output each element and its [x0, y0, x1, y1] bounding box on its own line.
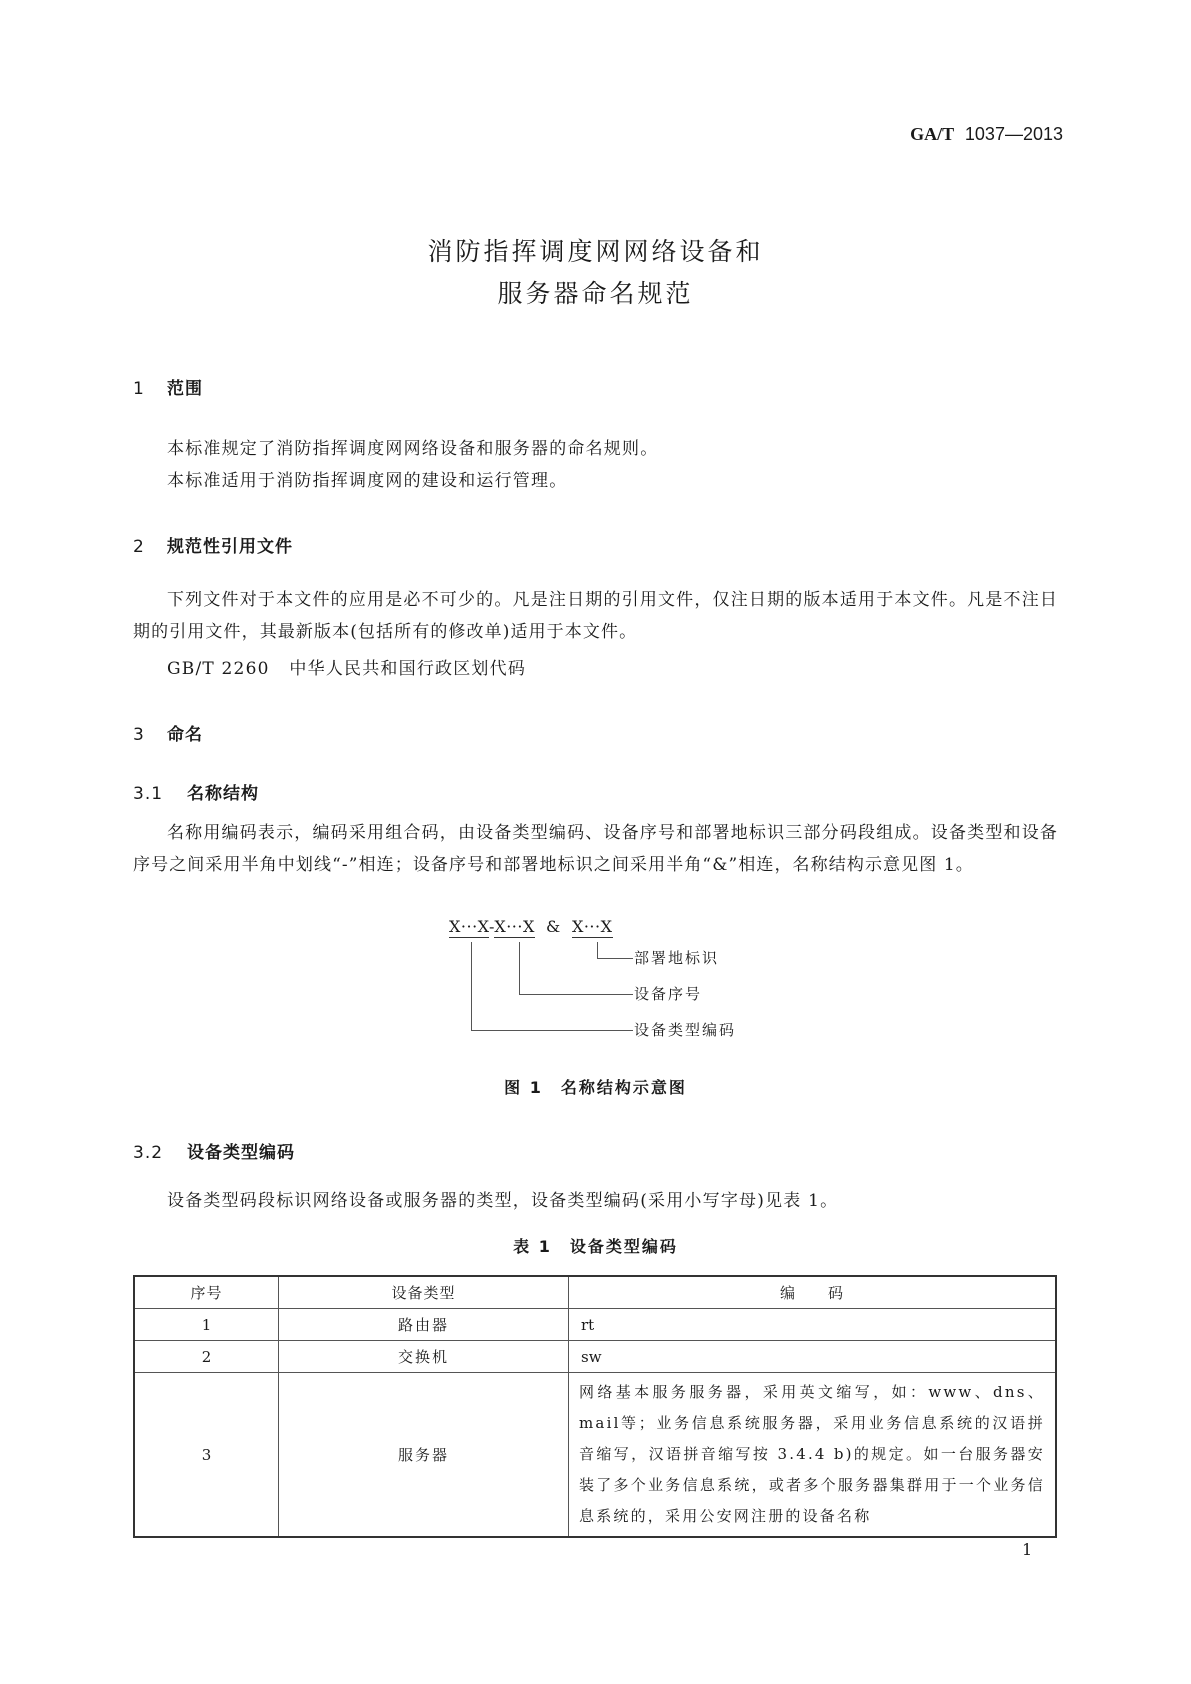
- header-no: 序号: [134, 1276, 279, 1309]
- section-1-paragraph-1: 本标准规定了消防指挥调度网网络设备和服务器的命名规则。: [167, 439, 659, 459]
- standard-number: 1037—2013: [964, 124, 1063, 144]
- section-title: 规范性引用文件: [167, 537, 293, 557]
- section-3-1-heading: [133, 779, 259, 804]
- figure-1-caption: 图 1 名称结构示意图: [504, 1078, 687, 1097]
- dash-separator: -: [488, 917, 495, 936]
- section-number: 3: [133, 725, 145, 745]
- segment-location: X···X: [571, 917, 613, 936]
- table-row: [134, 1341, 1056, 1373]
- connector-line: [519, 942, 520, 995]
- connector-line: [597, 958, 633, 959]
- cell-no: 3: [134, 1373, 279, 1538]
- header-code: 编 码: [569, 1276, 1057, 1309]
- connector-line: [597, 942, 598, 959]
- cell-device-type: 服务器: [279, 1373, 569, 1538]
- section-3-1-paragraph: 名称用编码表示，编码采用组合码，由设备类型编码、设备序号和部署地标识三部分码段组成。设备类型和设备序号之间采用半角中划线“-”相连；设备序号和部署地标识之间采用半角“&”相连，名称结构示意见图 1。: [133, 823, 1058, 875]
- segment-serial: X···X: [494, 917, 535, 936]
- section-2-heading: [133, 532, 293, 557]
- document-title-line1: 消防指挥调度网网络设备和: [427, 237, 764, 266]
- connector-line: [519, 994, 633, 995]
- section-3-2-paragraph: 设备类型码段标识网络设备或服务器的类型，设备类型编码(采用小写字母)见表 1。: [167, 1191, 839, 1211]
- section-1-heading: [133, 374, 203, 399]
- section-title: 名称结构: [187, 784, 259, 804]
- table-header-row: [134, 1276, 1056, 1309]
- reference-code: GB/T 2260: [167, 659, 270, 679]
- standard-code: [910, 124, 1063, 145]
- cell-device-type: 路由器: [279, 1309, 569, 1341]
- name-structure-code: [449, 917, 613, 936]
- device-type-code-table: [133, 1275, 1057, 1538]
- section-3-2-heading: [133, 1138, 295, 1163]
- section-number: 1: [133, 379, 145, 399]
- section-3-heading: [133, 720, 203, 745]
- document-title-line2: 服务器命名规范: [497, 279, 694, 308]
- section-2-paragraph: 下列文件对于本文件的应用是必不可少的。凡是注日期的引用文件，仅注日期的版本适用于本文件。凡是不注日期的引用文件，其最新版本(包括所有的修改单)适用于本文件。: [133, 590, 1058, 642]
- table-row: [134, 1373, 1056, 1538]
- section-title: 命名: [167, 725, 203, 745]
- cell-code: rt: [569, 1309, 1057, 1341]
- standard-prefix: GA/T: [910, 124, 955, 144]
- cell-device-type: 交换机: [279, 1341, 569, 1373]
- section-number: 3.2: [133, 1143, 164, 1163]
- page-number: 1: [1022, 1540, 1033, 1559]
- label-device-type-code: 设备类型编码: [634, 1021, 737, 1039]
- table-row: [134, 1309, 1056, 1341]
- connector-line: [471, 1030, 633, 1031]
- section-1-paragraph-2: 本标准适用于消防指挥调度网的建设和运行管理。: [167, 471, 568, 491]
- label-location-id: 部署地标识: [634, 949, 720, 967]
- label-device-serial: 设备序号: [634, 985, 703, 1003]
- normative-reference: [167, 654, 526, 679]
- segment-device-type: X···X: [449, 917, 489, 936]
- section-title: 范围: [167, 379, 203, 399]
- cell-code: sw: [569, 1341, 1057, 1373]
- cell-no: 1: [134, 1309, 279, 1341]
- cell-no: 2: [134, 1341, 279, 1373]
- reference-title: 中华人民共和国行政区划代码: [289, 659, 527, 679]
- header-device-type: 设备类型: [279, 1276, 569, 1309]
- connector-line: [471, 942, 472, 1031]
- section-title: 设备类型编码: [187, 1143, 295, 1163]
- table-1-caption: 表 1 设备类型编码: [513, 1237, 678, 1256]
- section-number: 3.1: [133, 784, 164, 804]
- ampersand-separator: &: [546, 917, 561, 936]
- cell-code: 网络基本服务服务器，采用英文缩写，如：www、dns、mail等；业务信息系统服务器，采用业务信息系统的汉语拼音缩写，汉语拼音缩写按 3.4.4 b)的规定。如一台服务器安装了多个业务信息系统，或者多个服务器集群用于一个业务信息系统的，采用公安网注册的设备名称: [569, 1373, 1057, 1538]
- section-number: 2: [133, 537, 145, 557]
